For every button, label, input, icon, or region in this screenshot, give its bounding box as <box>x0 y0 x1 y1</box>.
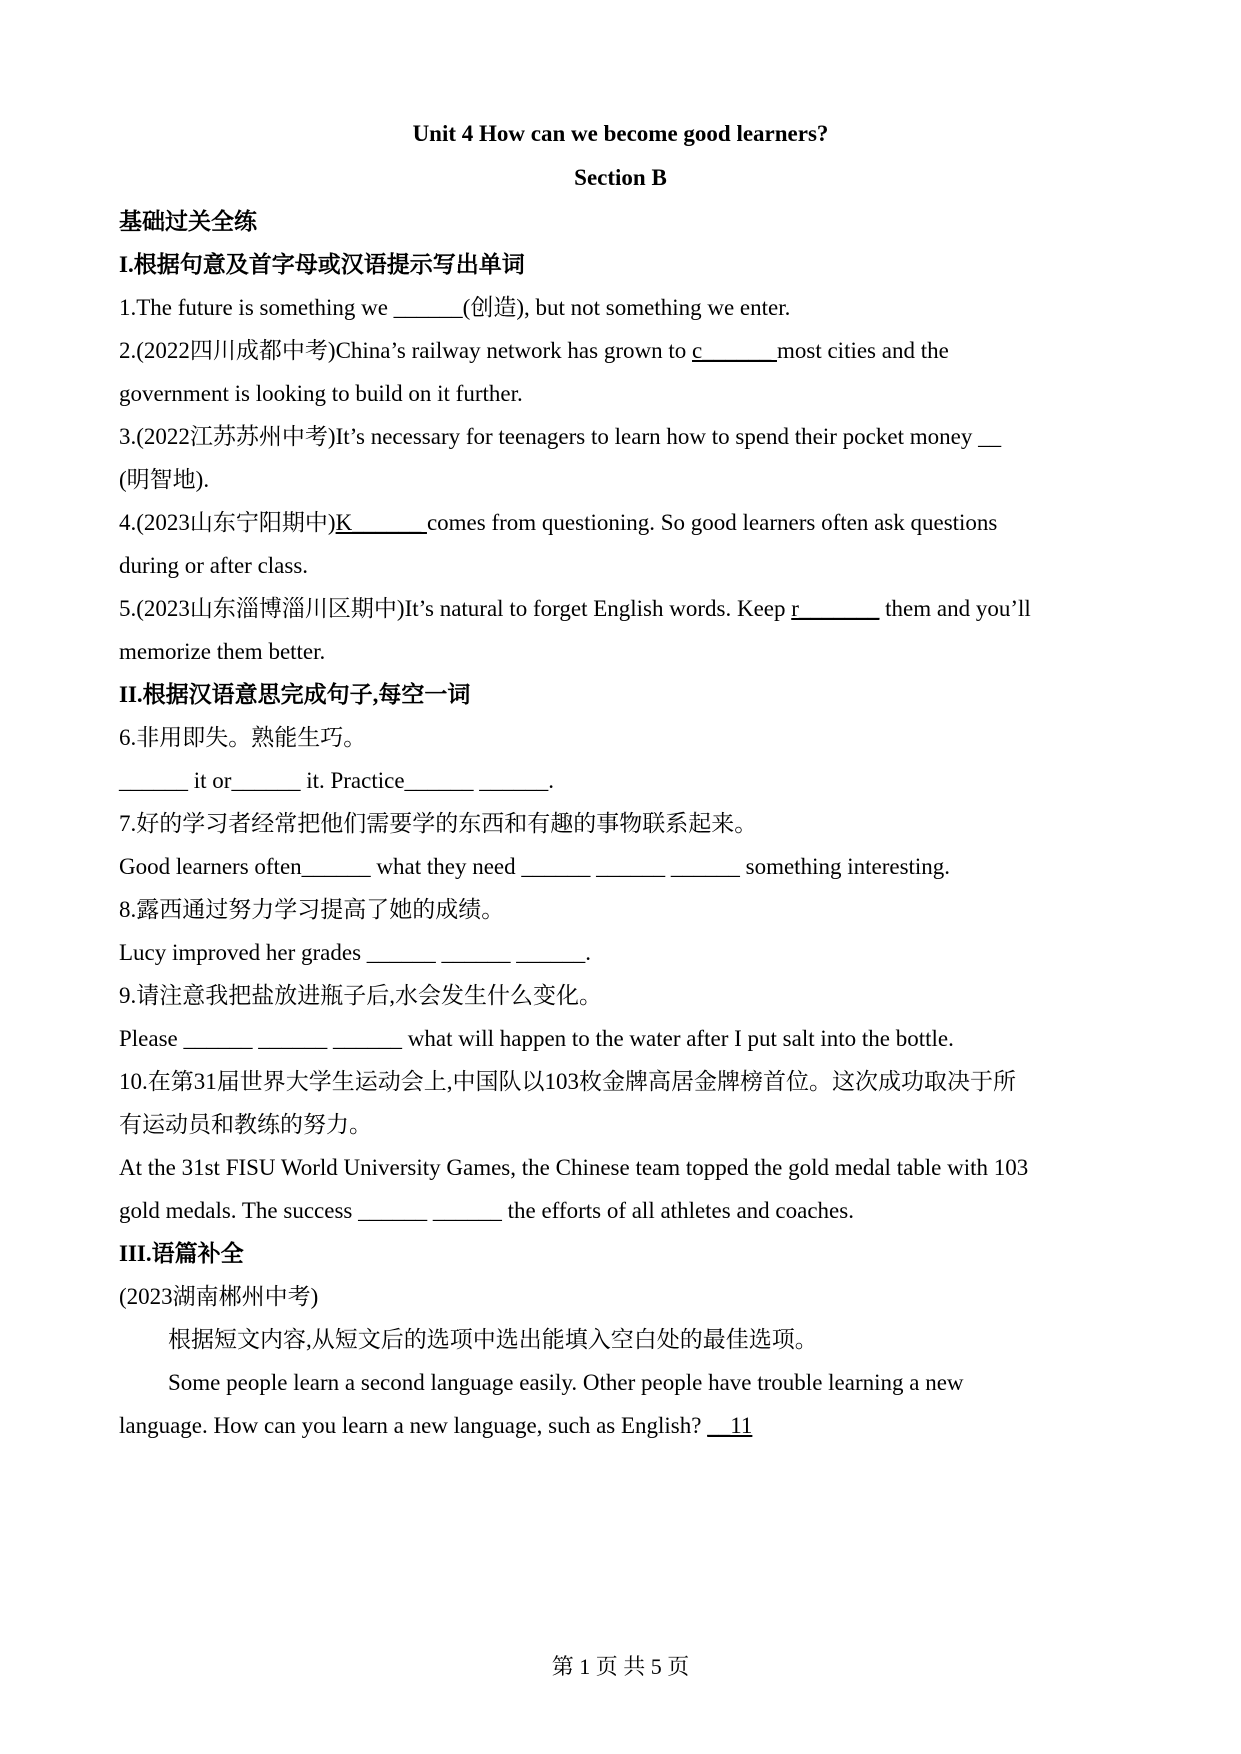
question-8-english: Lucy improved her grades ______ ______ ______. <box>119 940 592 965</box>
question-5-text-end: them and you’ll <box>879 596 1031 621</box>
passage-line-2 <box>119 1411 752 1441</box>
question-10-chinese-cont: 有运动员和教练的努力。 <box>119 1112 372 1137</box>
passage-line-1: Some people learn a second language easily. Other people have trouble learning a new <box>168 1370 964 1395</box>
part1-heading: I.根据句意及首字母或汉语提示写出单词 <box>119 252 525 277</box>
section-title: Section B <box>574 165 667 190</box>
part3-source: (2023湖南郴州中考) <box>119 1284 319 1309</box>
page-number: 第 1 页 共 5 页 <box>551 1654 690 1679</box>
question-4-cont: during or after class. <box>119 553 309 578</box>
question-6-chinese: 6.非用即失。熟能生巧。 <box>119 725 367 750</box>
question-5 <box>119 594 1031 624</box>
question-1: 1.The future is something we ______(创造), but not something we enter. <box>119 295 791 320</box>
question-4 <box>119 508 997 538</box>
question-2-text-end: most cities and the <box>776 338 949 363</box>
question-6-english: ______ it or______ it. Practice______ ______. <box>119 768 555 793</box>
question-10-chinese: 10.在第31届世界大学生运动会上,中国队以103枚金牌高居金牌榜首位。这次成功取决于所 <box>119 1069 1016 1094</box>
question-4-blank: K______ <box>335 510 427 535</box>
question-4-source: 4.(2023山东宁阳期中) <box>119 510 336 535</box>
question-2-text: 2.(2022四川成都中考)China’s railway network has grown to <box>119 338 693 363</box>
question-7-english: Good learners often______ what they need ______ ______ ______ something interesting. <box>119 854 951 879</box>
question-5-text: 5.(2023山东淄博淄川区期中)It’s natural to forget English words. Keep <box>119 596 792 621</box>
page-title: Unit 4 How can we become good learners? <box>412 121 829 146</box>
question-4-text: comes from questioning. So good learners often ask questions <box>426 510 998 535</box>
question-9-chinese: 9.请注意我把盐放进瓶子后,水会发生什么变化。 <box>119 983 602 1008</box>
passage-blank-11: __11 <box>707 1413 753 1438</box>
question-5-blank: r_______ <box>791 596 880 621</box>
question-3-cont: (明智地). <box>119 467 210 492</box>
part2-heading: II.根据汉语意思完成句子,每空一词 <box>119 682 471 707</box>
question-8-chinese: 8.露西通过努力学习提高了她的成绩。 <box>119 897 505 922</box>
question-5-cont: memorize them better. <box>119 639 326 664</box>
part3-instruction: 根据短文内容,从短文后的选项中选出能填入空白处的最佳选项。 <box>168 1327 818 1352</box>
question-2-cont: government is looking to build on it further. <box>119 381 523 406</box>
exercise-heading: 基础过关全练 <box>119 209 257 234</box>
question-3: 3.(2022江苏苏州中考)It’s necessary for teenagers to learn how to spend their pocket money __ <box>119 424 1002 449</box>
part3-heading: III.语篇补全 <box>119 1241 244 1266</box>
question-7-chinese: 7.好的学习者经常把他们需要学的东西和有趣的事物联系起来。 <box>119 811 758 836</box>
question-10-english-cont: gold medals. The success ______ ______ the efforts of all athletes and coaches. <box>119 1198 854 1223</box>
question-2 <box>119 336 949 366</box>
passage-text: language. How can you learn a new language, such as English? <box>119 1413 708 1438</box>
question-9-english: Please ______ ______ ______ what will happen to the water after I put salt into the bottle. <box>119 1026 954 1051</box>
question-10-english: At the 31st FISU World University Games, the Chinese team topped the gold medal table with 103 <box>119 1155 1029 1180</box>
question-2-blank: c______ <box>692 338 777 363</box>
